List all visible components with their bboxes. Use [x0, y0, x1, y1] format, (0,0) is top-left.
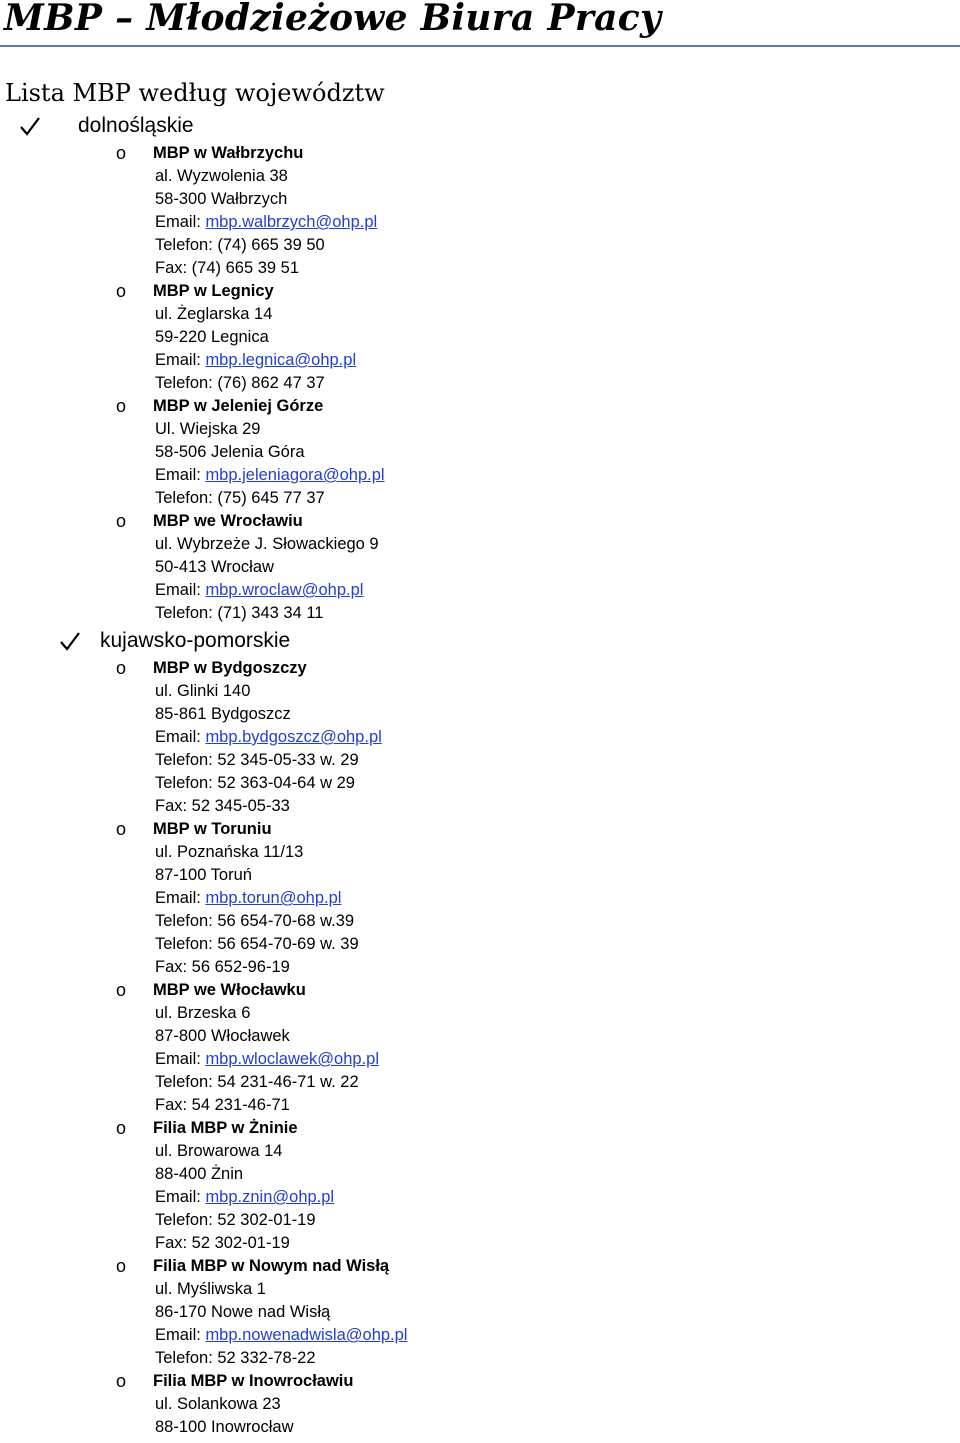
office-contact-line: Telefon: (71) 343 34 11 [155, 604, 324, 622]
office-address-line: 86-170 Nowe nad Wisłą [155, 1303, 331, 1321]
bullet-icon: o [116, 1256, 127, 1276]
office-entry [0, 818, 960, 979]
office-address-line: 85-861 Bydgoszcz [155, 705, 291, 723]
email-link[interactable]: mbp.walbrzych@ohp.pl [205, 213, 378, 231]
office-address-line: ul. Poznańska 11/13 [155, 843, 304, 861]
office-contact-line: Telefon: 52 332-78-22 [155, 1349, 316, 1367]
office-address-line: ul. Wybrzeże J. Słowackiego 9 [155, 535, 379, 553]
office-contact-line: Telefon: (74) 665 39 50 [155, 236, 325, 254]
office-address-line: 58-300 Wałbrzych [155, 190, 288, 208]
office-email-line [0, 726, 960, 749]
section-heading: Lista MBP według województw [5, 79, 385, 107]
office-address-line: 50-413 Wrocław [155, 558, 274, 576]
office-email-line [0, 1186, 960, 1209]
email-label: Email: [155, 889, 206, 907]
region-section [0, 110, 960, 625]
email-link[interactable]: mbp.legnica@ohp.pl [205, 351, 357, 369]
office-contact-line: Fax: 52 302-01-19 [155, 1234, 290, 1252]
office-address-line: 88-100 Inowrocław [155, 1418, 294, 1436]
email-link[interactable]: mbp.znin@ohp.pl [205, 1188, 335, 1206]
office-email-line [0, 579, 960, 602]
page-header [0, 0, 960, 38]
office-address-line: ul. Glinki 140 [155, 682, 251, 700]
office-contact-line: Fax: (74) 665 39 51 [155, 259, 300, 277]
office-email-line [0, 211, 960, 234]
office-name: MBP w Bydgoszczy [153, 659, 307, 677]
office-contact-line: Telefon: 56 654-70-68 w.39 [155, 912, 355, 930]
office-email-line [0, 464, 960, 487]
email-link[interactable]: mbp.jeleniagora@ohp.pl [205, 466, 385, 484]
region-heading [0, 110, 960, 142]
region-heading [40, 625, 960, 657]
office-address-line: al. Wyzwolenia 38 [155, 167, 288, 185]
office-name: MBP we Wrocławiu [153, 512, 303, 530]
email-label: Email: [155, 581, 206, 599]
office-contact-line: Telefon: (76) 862 47 37 [155, 374, 325, 392]
page-title: MBP – Młodzieżowe Biura Pracy [4, 0, 662, 39]
email-link[interactable]: mbp.wloclawek@ohp.pl [205, 1050, 380, 1068]
office-name: MBP w Legnicy [153, 282, 274, 300]
office-contact-line: Telefon: (75) 645 77 37 [155, 489, 325, 507]
office-address-line: 59-220 Legnica [155, 328, 269, 346]
office-name: MBP w Wałbrzychu [153, 144, 304, 162]
bullet-icon: o [116, 980, 127, 1000]
office-entry [0, 1255, 960, 1370]
office-address-line: ul. Browarowa 14 [155, 1142, 283, 1160]
email-link[interactable]: mbp.bydgoszcz@ohp.pl [205, 728, 382, 746]
office-name: MBP w Toruniu [153, 820, 272, 838]
bullet-icon: o [116, 143, 127, 163]
office-address-line: 88-400 Żnin [155, 1165, 244, 1183]
email-label: Email: [155, 351, 206, 369]
region-list [0, 110, 960, 1439]
office-email-line [0, 1048, 960, 1071]
email-label: Email: [155, 1326, 206, 1344]
office-contact-line: Telefon: 52 363-04-64 w 29 [155, 774, 355, 792]
office-address-line: 87-800 Włocławek [155, 1027, 290, 1045]
office-contact-line: Telefon: 52 345-05-33 w. 29 [155, 751, 359, 769]
bullet-icon: o [116, 511, 127, 531]
office-entry [0, 142, 960, 280]
office-address-line: 58-506 Jelenia Góra [155, 443, 305, 461]
office-name: MBP w Jeleniej Górze [153, 397, 324, 415]
office-entry [0, 395, 960, 510]
bullet-icon: o [116, 281, 127, 301]
email-label: Email: [155, 1188, 206, 1206]
email-link[interactable]: mbp.torun@ohp.pl [205, 889, 342, 907]
office-entry [0, 510, 960, 625]
office-contact-line: Fax: 52 345-05-33 [155, 797, 290, 815]
email-label: Email: [155, 728, 206, 746]
checkmark-icon [0, 115, 60, 137]
office-contact-line: Fax: 54 231-46-71 [155, 1096, 290, 1114]
bullet-icon: o [116, 1371, 127, 1391]
office-address-line: ul. Myśliwska 1 [155, 1280, 266, 1298]
office-address-line: 87-100 Toruń [155, 866, 252, 884]
email-link[interactable]: mbp.wroclaw@ohp.pl [205, 581, 364, 599]
email-label: Email: [155, 466, 206, 484]
region-name: kujawsko-pomorskie [100, 629, 291, 652]
office-email-line [0, 887, 960, 910]
office-address-line: ul. Żeglarska 14 [155, 305, 273, 323]
region-name: dolnośląskie [78, 114, 194, 137]
office-entry [0, 1117, 960, 1255]
office-contact-line: Telefon: 56 654-70-69 w. 39 [155, 935, 359, 953]
bullet-icon: o [116, 396, 127, 416]
office-address-line: Ul. Wiejska 29 [155, 420, 261, 438]
office-contact-line: Telefon: 54 231-46-71 w. 22 [155, 1073, 359, 1091]
office-address-line: ul. Solankowa 23 [155, 1395, 281, 1413]
email-label: Email: [155, 1050, 206, 1068]
office-entry [0, 280, 960, 395]
office-name: Filia MBP w Inowrocławiu [153, 1372, 354, 1390]
office-entry [0, 979, 960, 1117]
email-label: Email: [155, 213, 206, 231]
office-entry [0, 1370, 960, 1439]
email-link[interactable]: mbp.nowenadwisla@ohp.pl [205, 1326, 408, 1344]
office-name: Filia MBP w Nowym nad Wisłą [153, 1257, 390, 1275]
office-email-line [0, 349, 960, 372]
bullet-icon: o [116, 1118, 127, 1138]
office-name: MBP we Włocławku [153, 981, 306, 999]
office-contact-line: Telefon: 52 302-01-19 [155, 1211, 316, 1229]
office-name: Filia MBP w Żninie [153, 1119, 298, 1137]
office-entry [0, 657, 960, 818]
bullet-icon: o [116, 819, 127, 839]
title-underline [0, 45, 960, 47]
office-email-line [0, 1324, 960, 1347]
bullet-icon: o [116, 658, 127, 678]
office-contact-line: Fax: 56 652-96-19 [155, 958, 290, 976]
region-section [0, 625, 960, 1439]
checkmark-icon [40, 630, 100, 652]
office-address-line: ul. Brzeska 6 [155, 1004, 251, 1022]
